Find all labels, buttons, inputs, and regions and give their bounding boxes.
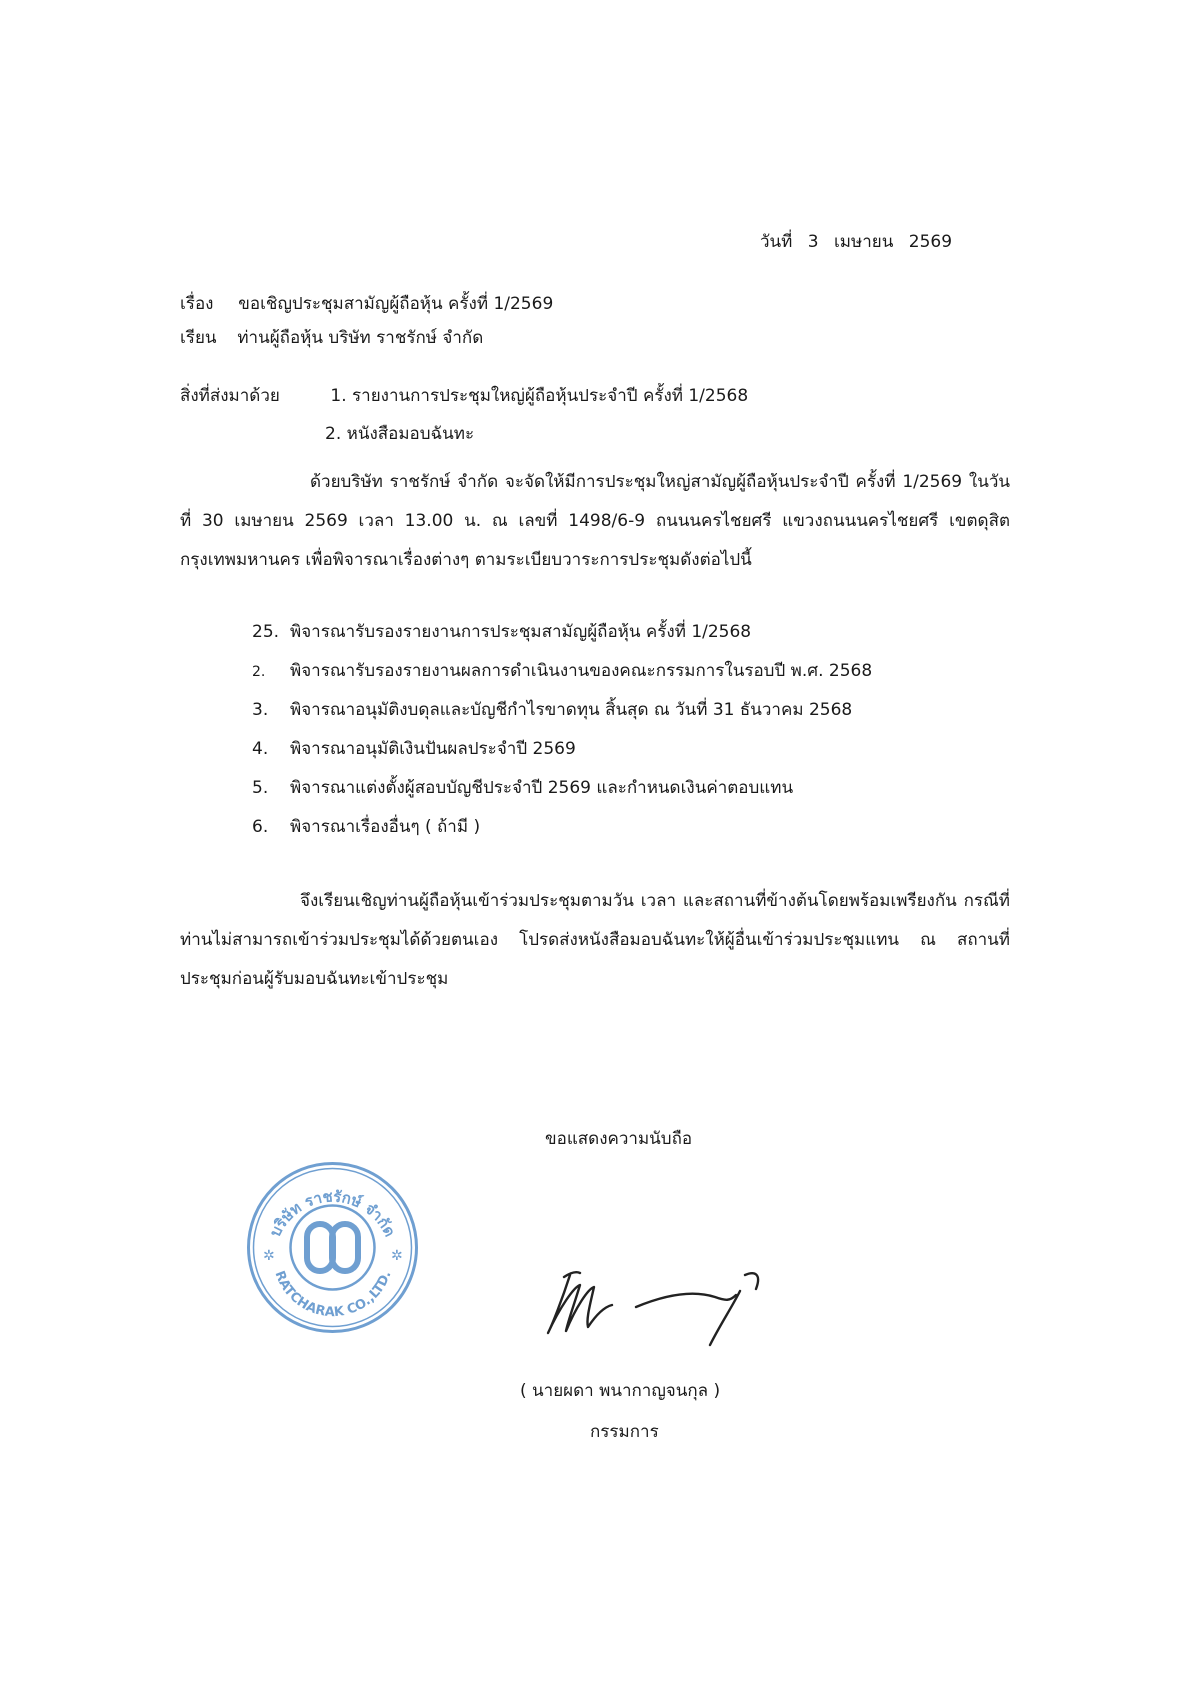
agenda-text: พิจารณารับรองรายงานการประชุมสามัญผู้ถือหุ้น ครั้งที่ 1/2568: [290, 622, 752, 642]
invitation-paragraph: [180, 882, 1010, 999]
closing-line: ขอแสดงความนับถือ: [545, 1129, 693, 1149]
seal-star-icon: ✲: [263, 1248, 275, 1264]
signer-name: ( นายผดา พนากาญจนกุล ): [520, 1381, 721, 1401]
recipient-text: ท่านผู้ถือหุ้น บริษัท ราชรักษ์ จำกัด: [237, 328, 484, 348]
agenda-item: [252, 737, 872, 776]
attachments-row: [180, 384, 748, 408]
agenda-text: พิจารณารับรองรายงานผลการดำเนินงานของคณะกรรมการในรอบปี พ.ศ. 2568: [290, 661, 873, 681]
agenda-item: [252, 659, 872, 698]
agenda-list: [252, 620, 872, 854]
intro-paragraph-text: ด้วยบริษัท ราชรักษ์ จำกัด จะจัดให้มีการประชุมใหญ่สามัญผู้ถือหุ้นประจำปี ครั้งที่ 1/2569 ในวันที่ 30 เมษายน 2569 เวลา 13.00 น. ณ เลขที่ 1498/6-9 ถนนนครไชยศรี แขวงถนนนครไชยศรี เขตดุสิต กรุงเทพมหานคร เพื่อพิจารณาเรื่องต่างๆ ตามระเบียบวาระการประชุมดังต่อไปนี้: [180, 472, 1010, 570]
agenda-text: พิจารณาอนุมัติงบดุลและบัญชีกำไรขาดทุน สิ้นสุด ณ วันที่ 31 ธันวาคม 2568: [290, 700, 853, 720]
agenda-text: พิจารณาแต่งตั้งผู้สอบบัญชีประจำปี 2569 และกำหนดเงินค่าตอบแทน: [290, 778, 794, 798]
attachment-item-2: 2. หนังสือมอบฉันทะ: [325, 424, 475, 444]
agenda-number: 4.: [252, 739, 269, 759]
agenda-item: [252, 620, 872, 659]
agenda-number: 5.: [252, 778, 269, 798]
intro-paragraph: [180, 463, 1010, 580]
agenda-text: พิจารณาอนุมัติเงินปันผลประจำปี 2569: [290, 739, 576, 759]
subject-label: เรื่อง: [180, 294, 214, 314]
seal-text-top: บริษัท ราชรักษ์ จำกัด: [265, 1187, 399, 1240]
subject-row: [180, 292, 553, 316]
seal-logo-icon: [307, 1224, 358, 1271]
attachments-label: สิ่งที่ส่งมาด้วย: [180, 386, 280, 406]
seal-star-icon: ✲: [391, 1248, 403, 1264]
agenda-item: [252, 815, 872, 854]
attachment-item-1: 1. รายงานการประชุมใหญ่ผู้ถือหุ้นประจำปี ครั้งที่ 1/2568: [330, 386, 749, 406]
signer-position: กรรมการ: [590, 1422, 659, 1442]
invitation-paragraph-text: จึงเรียนเชิญท่านผู้ถือหุ้นเข้าร่วมประชุมตามวัน เวลา และสถานที่ข้างต้นโดยพร้อมเพรียงกัน กรณีที่ท่านไม่สามารถเข้าร่วมประชุมได้ด้วยตนเอง โปรดส่งหนังสือมอบฉันทะให้ผู้อื่นเข้าร่วมประชุมแทน ณ สถานที่ประชุมก่อนผู้รับมอบฉันทะเข้าประชุม: [180, 891, 1010, 989]
agenda-item: [252, 698, 872, 737]
handwritten-signature: [540, 1245, 820, 1355]
agenda-item: [252, 776, 872, 815]
letter-date: วันที่ 3 เมษายน 2569: [760, 232, 953, 252]
company-seal-icon: [245, 1160, 420, 1335]
subject-text: ขอเชิญประชุมสามัญผู้ถือหุ้น ครั้งที่ 1/2569: [238, 294, 554, 314]
agenda-number: 6.: [252, 817, 269, 837]
agenda-number: 3.: [252, 700, 269, 720]
agenda-text: พิจารณาเรื่องอื่นๆ ( ถ้ามี ): [290, 817, 481, 837]
recipient-label: เรียน: [180, 328, 217, 348]
agenda-number: 2.: [252, 664, 266, 680]
agenda-number: 25.: [252, 622, 280, 642]
seal-text-bottom: RATCHARAK CO.,LTD.: [271, 1268, 395, 1321]
recipient-row: [180, 326, 483, 350]
